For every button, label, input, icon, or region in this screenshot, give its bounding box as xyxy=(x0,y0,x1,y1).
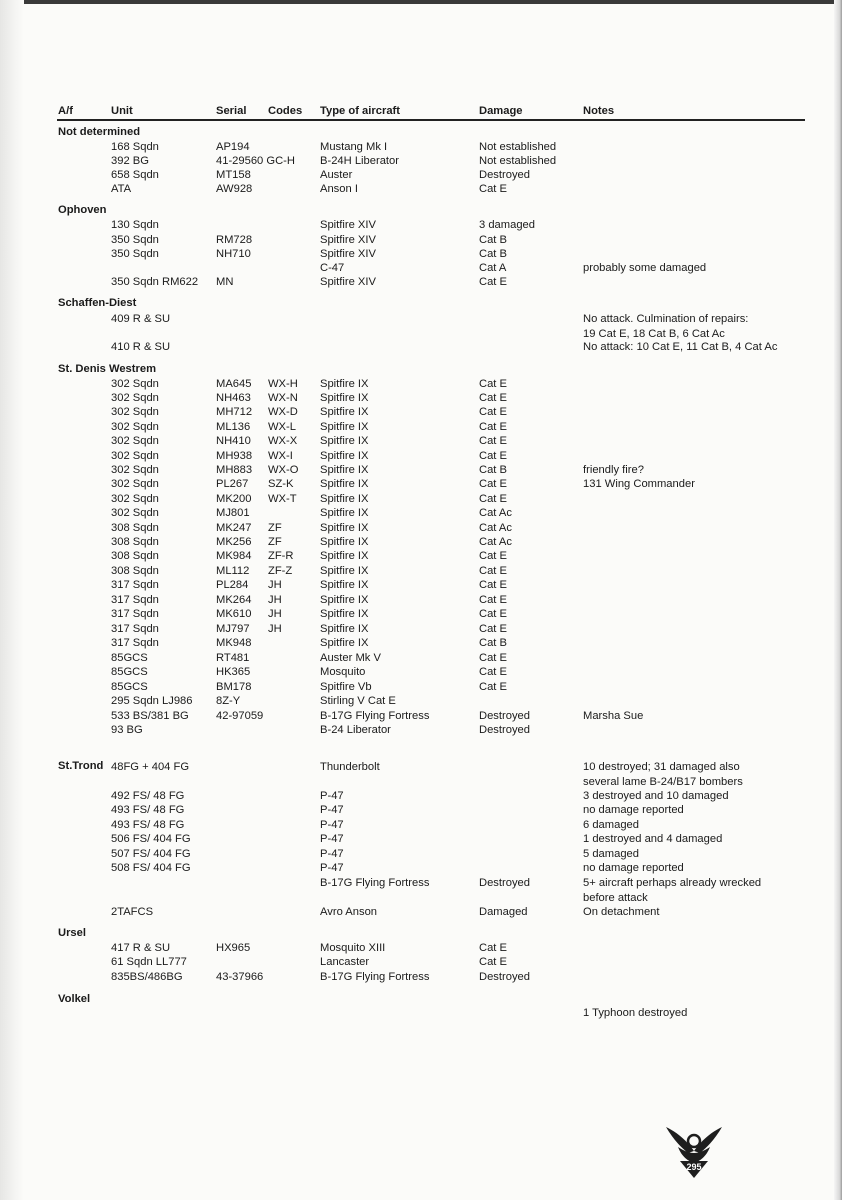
cell-unit: 350 Sqdn xyxy=(111,234,159,246)
cell-aircraft-type: Spitfire IX xyxy=(320,507,369,519)
cell-serial: MJ801 xyxy=(216,507,250,519)
cell-aircraft-type: B-17G Flying Fortress xyxy=(320,710,430,722)
cell-unit: 85GCS xyxy=(111,681,148,693)
cell-notes: friendly fire? xyxy=(583,464,644,476)
cell-aircraft-type: Mosquito xyxy=(320,666,366,678)
header-af: A/f xyxy=(58,105,73,117)
winged-emblem-icon xyxy=(664,1117,724,1179)
cell-unit: 350 Sqdn xyxy=(111,248,159,260)
cell-codes: WX-N xyxy=(268,392,298,404)
cell-notes: 19 Cat E, 18 Cat B, 6 Cat Ac xyxy=(583,327,725,340)
cell-unit: 302 Sqdn xyxy=(111,392,159,404)
cell-codes: WX-D xyxy=(268,406,298,418)
cell-damage: Cat E xyxy=(479,450,507,462)
cell-aircraft-type: Spitfire IX xyxy=(320,550,369,562)
cell-serial: MN xyxy=(216,276,234,288)
cell-damage: Not established xyxy=(479,141,557,153)
cell-damage: 3 damaged xyxy=(479,219,535,231)
cell-serial: MA645 xyxy=(216,378,252,390)
cell-serial: RT481 xyxy=(216,652,250,664)
cell-damage: Destroyed xyxy=(479,710,530,722)
cell-serial: ML136 xyxy=(216,421,251,433)
cell-codes: JH xyxy=(268,579,282,591)
cell-aircraft-type: B-24 Liberator xyxy=(320,724,391,736)
cell-damage: Cat E xyxy=(479,421,507,433)
header-codes: Codes xyxy=(268,105,303,117)
cell-serial: MJ797 xyxy=(216,623,250,635)
cell-aircraft-type: Spitfire IX xyxy=(320,522,369,534)
cell-aircraft-type: Spitfire IX xyxy=(320,637,369,649)
cell-aircraft-type: Spitfire XIV xyxy=(320,248,376,260)
cell-unit: 302 Sqdn xyxy=(111,507,159,519)
cell-unit: 308 Sqdn xyxy=(111,522,159,534)
cell-unit: 302 Sqdn xyxy=(111,435,159,447)
cell-unit: 308 Sqdn xyxy=(111,550,159,562)
cell-damage: Cat E xyxy=(479,623,507,635)
cell-damage: Cat E xyxy=(479,565,507,577)
section-heading: Not determined xyxy=(58,126,141,138)
cell-aircraft-type: Mosquito XIII xyxy=(320,942,386,954)
cell-unit: 308 Sqdn xyxy=(111,565,159,577)
cell-damage: Cat B xyxy=(479,637,507,649)
cell-damage: Cat E xyxy=(479,378,507,390)
cell-unit: 658 Sqdn xyxy=(111,169,159,181)
cell-unit: 533 BS/381 BG xyxy=(111,710,189,722)
cell-damage: Cat E xyxy=(479,406,507,418)
cell-aircraft-type: Lancaster xyxy=(320,956,370,968)
cell-unit: 302 Sqdn xyxy=(111,406,159,418)
cell-serial: PL284 xyxy=(216,579,249,591)
cell-damage: Cat E xyxy=(479,550,507,562)
cell-unit: 317 Sqdn xyxy=(111,608,159,620)
cell-serial: AP194 xyxy=(216,141,250,153)
cell-notes: 6 damaged xyxy=(583,819,639,831)
cell-unit: 508 FS/ 404 FG xyxy=(111,862,191,874)
cell-unit: 835BS/486BG xyxy=(111,971,183,983)
cell-damage: Cat Ac xyxy=(479,536,512,548)
cell-serial: NH463 xyxy=(216,392,251,404)
cell-aircraft-type: Anson I xyxy=(320,183,358,195)
cell-serial: 43-37966 xyxy=(216,971,264,983)
section-heading: St. Denis Westrem xyxy=(58,363,157,375)
cell-unit: 2TAFCS xyxy=(111,906,154,918)
cell-aircraft-type: Mustang Mk I xyxy=(320,141,388,153)
cell-unit: 85GCS xyxy=(111,652,148,664)
cell-damage: Cat B xyxy=(479,234,507,246)
cell-aircraft-type: Spitfire IX xyxy=(320,464,369,476)
cell-damage: Not established xyxy=(479,155,557,167)
cell-unit: 130 Sqdn xyxy=(111,219,159,231)
cell-aircraft-type: C-47 xyxy=(320,262,345,274)
cell-aircraft-type: Avro Anson xyxy=(320,906,378,918)
cell-serial: NH710 xyxy=(216,248,251,260)
cell-serial: 41-29560 GC-H xyxy=(216,155,295,167)
page-number: 295 xyxy=(686,1162,702,1172)
cell-notes: 10 destroyed; 31 damaged also xyxy=(583,761,740,773)
cell-damage: Cat E xyxy=(479,942,507,954)
cell-serial: HX965 xyxy=(216,942,251,954)
cell-damage: Cat E xyxy=(479,666,507,678)
cell-notes: No attack. Culmination of repairs: xyxy=(583,313,749,325)
cell-damage: Destroyed xyxy=(479,971,530,983)
cell-serial: AW928 xyxy=(216,183,253,195)
cell-damage: Cat B xyxy=(479,248,507,260)
cell-notes: 5 damaged xyxy=(583,848,639,860)
cell-codes: JH xyxy=(268,623,282,635)
cell-unit: 507 FS/ 404 FG xyxy=(111,848,191,860)
cell-unit: 417 R & SU xyxy=(111,942,171,954)
cell-notes: 1 Typhoon destroyed xyxy=(583,1007,688,1019)
cell-codes: JH xyxy=(268,608,282,620)
cell-damage: Cat E xyxy=(479,579,507,591)
cell-aircraft-type: Spitfire IX xyxy=(320,565,369,577)
cell-damage: Cat Ac xyxy=(479,522,512,534)
cell-codes: WX-T xyxy=(268,493,297,505)
cell-notes: probably some damaged xyxy=(583,262,707,274)
cell-aircraft-type: Spitfire XIV xyxy=(320,276,376,288)
cell-codes: WX-H xyxy=(268,378,298,390)
section-heading: Ophoven xyxy=(58,204,107,216)
page-right-edge xyxy=(834,0,842,1200)
cell-unit: 410 R & SU xyxy=(111,341,171,353)
cell-serial: RM728 xyxy=(216,234,253,246)
cell-unit: 85GCS xyxy=(111,666,148,678)
cell-notes: On detachment xyxy=(583,906,660,918)
cell-notes: 3 destroyed and 10 damaged xyxy=(583,790,729,802)
cell-unit: 302 Sqdn xyxy=(111,450,159,462)
cell-unit: 48FG + 404 FG xyxy=(111,761,190,773)
page-binding-shadow xyxy=(0,0,24,1200)
cell-unit: 168 Sqdn xyxy=(111,141,159,153)
cell-damage: Damaged xyxy=(479,906,528,918)
cell-notes: No attack: 10 Cat E, 11 Cat B, 4 Cat Ac xyxy=(583,341,778,353)
cell-damage: Cat E xyxy=(479,478,507,490)
cell-damage: Cat E xyxy=(479,435,507,447)
cell-aircraft-type: Spitfire IX xyxy=(320,392,369,404)
cell-unit: 317 Sqdn xyxy=(111,579,159,591)
cell-unit: 302 Sqdn xyxy=(111,378,159,390)
cell-aircraft-type: Thunderbolt xyxy=(320,761,380,773)
section-heading: Volkel xyxy=(58,993,91,1005)
header-serial: Serial xyxy=(216,105,247,117)
cell-serial: 42-97059 xyxy=(216,710,264,722)
cell-damage: Cat E xyxy=(479,493,507,505)
header-notes: Notes xyxy=(583,105,615,117)
cell-aircraft-type: B-24H Liberator xyxy=(320,155,399,167)
cell-aircraft-type: Spitfire IX xyxy=(320,594,369,606)
cell-serial: PL267 xyxy=(216,478,249,490)
section-heading: Schaffen-Diest xyxy=(58,297,137,309)
cell-unit: 302 Sqdn xyxy=(111,478,159,490)
cell-damage: Cat E xyxy=(479,183,507,195)
cell-unit: 317 Sqdn xyxy=(111,637,159,649)
cell-aircraft-type: Spitfire IX xyxy=(320,478,369,490)
cell-unit: 492 FS/ 48 FG xyxy=(111,790,185,802)
cell-damage: Cat E xyxy=(479,652,507,664)
cell-aircraft-type: Stirling V Cat E xyxy=(320,695,396,707)
cell-serial: BM178 xyxy=(216,681,252,693)
cell-codes: WX-X xyxy=(268,435,298,447)
cell-codes: WX-I xyxy=(268,450,293,462)
cell-serial: MK256 xyxy=(216,536,252,548)
cell-serial: MK984 xyxy=(216,550,252,562)
cell-aircraft-type: Spitfire XIV xyxy=(320,234,376,246)
cell-damage: Cat Ac xyxy=(479,507,512,519)
cell-codes: SZ-K xyxy=(268,478,294,490)
header-type: Type of aircraft xyxy=(320,105,400,117)
header-rule xyxy=(57,119,805,121)
cell-unit: 493 FS/ 48 FG xyxy=(111,804,185,816)
section-heading: St.Trond xyxy=(58,760,104,772)
cell-aircraft-type: Auster Mk V xyxy=(320,652,381,664)
cell-aircraft-type: Spitfire IX xyxy=(320,378,369,390)
cell-aircraft-type: P-47 xyxy=(320,833,344,845)
cell-aircraft-type: P-47 xyxy=(320,790,344,802)
cell-unit: 350 Sqdn RM622 xyxy=(111,276,199,288)
cell-serial: MH938 xyxy=(216,450,253,462)
cell-damage: Cat E xyxy=(479,956,507,968)
cell-notes: 131 Wing Commander xyxy=(583,478,695,490)
cell-aircraft-type: Spitfire IX xyxy=(320,623,369,635)
cell-aircraft-type: Spitfire IX xyxy=(320,435,369,447)
header-unit: Unit xyxy=(111,105,133,117)
cell-damage: Cat E xyxy=(479,392,507,404)
cell-aircraft-type: Spitfire IX xyxy=(320,536,369,548)
cell-aircraft-type: Spitfire IX xyxy=(320,493,369,505)
cell-aircraft-type: Spitfire IX xyxy=(320,421,369,433)
cell-unit: 317 Sqdn xyxy=(111,623,159,635)
cell-damage: Cat E xyxy=(479,681,507,693)
header-damage: Damage xyxy=(479,105,523,117)
cell-aircraft-type: P-47 xyxy=(320,819,344,831)
cell-unit: 302 Sqdn xyxy=(111,464,159,476)
cell-unit: 302 Sqdn xyxy=(111,421,159,433)
cell-notes: no damage reported xyxy=(583,862,684,874)
cell-damage: Cat B xyxy=(479,464,507,476)
cell-aircraft-type: Spitfire Vb xyxy=(320,681,372,693)
cell-codes: ZF-R xyxy=(268,550,294,562)
cell-damage: Destroyed xyxy=(479,169,530,181)
cell-aircraft-type: Spitfire XIV xyxy=(320,219,376,231)
cell-codes: JH xyxy=(268,594,282,606)
cell-unit: 61 Sqdn LL777 xyxy=(111,956,187,968)
cell-serial: MK264 xyxy=(216,594,252,606)
cell-aircraft-type: Spitfire IX xyxy=(320,608,369,620)
cell-aircraft-type: Auster xyxy=(320,169,353,181)
cell-notes: no damage reported xyxy=(583,804,684,816)
cell-aircraft-type: P-47 xyxy=(320,862,344,874)
cell-aircraft-type: B-17G Flying Fortress xyxy=(320,877,430,889)
cell-aircraft-type: B-17G Flying Fortress xyxy=(320,971,430,983)
section-heading: Ursel xyxy=(58,927,86,939)
cell-damage: Destroyed xyxy=(479,724,530,736)
cell-unit: 409 R & SU xyxy=(111,313,171,325)
cell-unit: 302 Sqdn xyxy=(111,493,159,505)
cell-unit: 295 Sqdn LJ986 xyxy=(111,695,193,707)
cell-aircraft-type: P-47 xyxy=(320,804,344,816)
cell-unit: 308 Sqdn xyxy=(111,536,159,548)
cell-serial: NH410 xyxy=(216,435,251,447)
cell-serial: 8Z-Y xyxy=(216,695,241,707)
cell-aircraft-type: Spitfire IX xyxy=(320,450,369,462)
cell-unit: 493 FS/ 48 FG xyxy=(111,819,185,831)
page-top-edge xyxy=(0,0,842,4)
cell-notes: several lame B-24/B17 bombers xyxy=(583,775,743,788)
cell-codes: ZF xyxy=(268,536,282,548)
cell-unit: ATA xyxy=(111,183,132,195)
cell-unit: 392 BG xyxy=(111,155,149,167)
cell-damage: Cat E xyxy=(479,594,507,606)
cell-codes: ZF-Z xyxy=(268,565,293,577)
cell-notes: 5+ aircraft perhaps already wrecked xyxy=(583,877,762,889)
cell-serial: MT158 xyxy=(216,169,251,181)
cell-aircraft-type: P-47 xyxy=(320,848,344,860)
cell-codes: ZF xyxy=(268,522,282,534)
cell-damage: Cat E xyxy=(479,276,507,288)
cell-codes: WX-L xyxy=(268,421,296,433)
cell-notes: before attack xyxy=(583,891,648,904)
cell-serial: ML112 xyxy=(216,565,250,577)
cell-damage: Cat A xyxy=(479,262,507,274)
cell-serial: MK948 xyxy=(216,637,252,649)
cell-serial: MH712 xyxy=(216,406,253,418)
cell-serial: MK200 xyxy=(216,493,252,505)
cell-serial: MH883 xyxy=(216,464,253,476)
cell-aircraft-type: Spitfire IX xyxy=(320,579,369,591)
cell-serial: MK610 xyxy=(216,608,252,620)
cell-notes: 1 destroyed and 4 damaged xyxy=(583,833,723,845)
cell-aircraft-type: Spitfire IX xyxy=(320,406,369,418)
cell-unit: 317 Sqdn xyxy=(111,594,159,606)
cell-unit: 506 FS/ 404 FG xyxy=(111,833,191,845)
cell-codes: WX-O xyxy=(268,464,299,476)
cell-notes: Marsha Sue xyxy=(583,710,644,722)
cell-serial: MK247 xyxy=(216,522,252,534)
cell-serial: HK365 xyxy=(216,666,251,678)
cell-unit: 93 BG xyxy=(111,724,143,736)
cell-damage: Cat E xyxy=(479,608,507,620)
cell-damage: Destroyed xyxy=(479,877,530,889)
